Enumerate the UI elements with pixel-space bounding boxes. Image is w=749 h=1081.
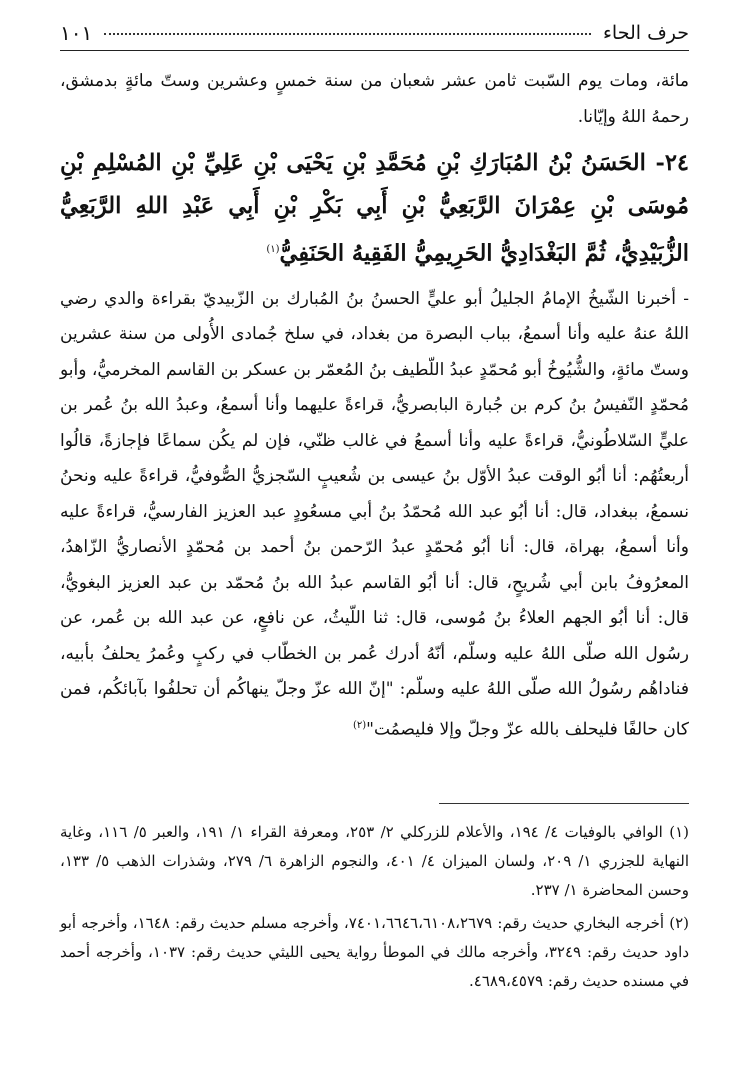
chapter-title: حرف الحاء (602, 22, 689, 44)
footnote-1: (١) الوافي بالوفيات ٤/ ١٩٤، والأعلام للزركلي ٢/ ٢٥٣، ومعرفة القراء ١/ ١٩١، والعبر ٥/ ١١٦، وغاية النهاية للجزري ١/ ٢٠٩، ولسان الميزان ٤/ ٤٠١، والنجوم الزاهرة ٦/ ٢٧٩، وشذرات الذهب ٥/ ١٣٣، وحسن المحاضرة ١/ ٢٣٧. (60, 823, 690, 899)
entry-heading-text: ٢٤- الحَسَنُ بْنُ المُبَارَكِ بْنِ مُحَمَّدِ بْنِ يَحْيَى بْنِ عَلِيِّ بْنِ المُسْلِمِ بْنِ مُوسَى بْنِ عِمْرَانَ الرَّبَعِيُّ بْنِ أَبِي بَكْرِ بْنِ أَبِي عَبْدِ اللهِ الرَّبَعِيُّ الزُّبَيْدِيُّ، ثُمَّ البَغْدَادِيُّ الحَرِيمِيُّ الفَقِيهُ الحَنَفِيُّ (60, 150, 689, 267)
narration-text: - أخبرنا الشّيخُ الإمامُ الجليلُ أبو عليٍّ الحسنُ بنُ المُبارك بن الزّبيديّ بقراءة والدي رضي اللهُ عنهُ عليه وأنا أسمعُ، بباب البصرة من بغداد، في سلخ جُمادى الأُولى من سنة عشرين وستّ مائةٍ، والشُّيُوخُ أبو مُحمّدٍ عبدُ اللّطيف بنُ المُعمّر بن عسكر بن القاسم المخرميُّ، وأبو مُحمّدٍ النّفيسُ بنُ كرم بن جُبارة البابصريُّ، قراءةً عليهما وأنا أسمعُ، وعبدُ الله بنُ عُمر بن عليٍّ السّلاطُونيُّ، قراءةً عليه وأنا أسمعُ في غالب ظنّي، فإن لم يكُن سماعًا فإجازةً، قالُوا أربعتُهُم: أنا أبُو الوقت عبدُ الأوّل بنُ عيسى بن شُعيبٍ السّجزيُّ الصُّوفيُّ، قراءةً عليه ونحنُ نسمعُ، ببغداد، قال: أنا أبُو عبد الله مُحمّدُ بنُ أبي مسعُودٍ عبد العزيز الفارسيُّ، قراءةً عليه وأنا أسمعُ، بهراة، قال: أنا أبُو مُحمّدٍ عبدُ الرّحمن بنُ أحمد بن مُحمّدٍ الأنصاريُّ الزّاهدُ، المعرُوفُ بابن أبي شُريحٍ، قال: أنا أبُو القاسم عبدُ الله بنُ مُحمّد بن عبد العزيز البغويُّ، قال: أنا أبُو الجهم العلاءُ بنُ مُوسى، قال: ثنا اللّيثُ، عن نافعٍ، عن عبد الله بن عُمر، عن رسُول الله صلّى اللهُ عليه وسلّم، أنّهُ أدرك عُمر بن الخطّاب في ركبٍ وعُمرُ يحلفُ بأبيه، فناداهُم رسُولُ الله صلّى اللهُ عليه وسلّم: "إنّ الله عزّ وجلّ ينهاكُم أن تحلفُوا بآبائكُم، فمن كان حالفًا فليحلف بالله عزّ وجلّ وإلا فليصمُت" (60, 288, 689, 740)
footnotes (60, 818, 689, 1000)
hadith-narration (60, 282, 689, 748)
biography-entry-heading (60, 142, 689, 276)
header-dotted-leader (104, 32, 591, 35)
main-text (60, 64, 689, 748)
previous-entry-ending: مائة، ومات يوم السّبت ثامن عشر شعبان من سنة خمسٍ وعشرين وستّ مائةٍ بدمشق، رحمهُ اللهُ وإيّانا. (60, 71, 689, 127)
running-header (60, 16, 689, 51)
page-number: ١٠١ (60, 21, 93, 45)
footnote-2: (٢) أخرجه البخاري حديث رقم: ٧٤٠١،٦٦٤٦،٦١٠٨،٢٦٧٩، وأخرجه مسلم حديث رقم: ١٦٤٨، وأخرجه أبو داود حديث رقم: ٣٢٤٩، وأخرجه مالك في الموطأ رواية يحيى الليثي حديث رقم: ١٠٣٧، وأخرجه أحمد في مسنده حديث رقم: ٤٦٨٩،٤٥٧٩. (60, 914, 690, 990)
footnote-separator (439, 803, 689, 804)
footnote-ref-2: (٢) (352, 719, 367, 731)
footnote-ref-1: (١) (266, 244, 280, 255)
